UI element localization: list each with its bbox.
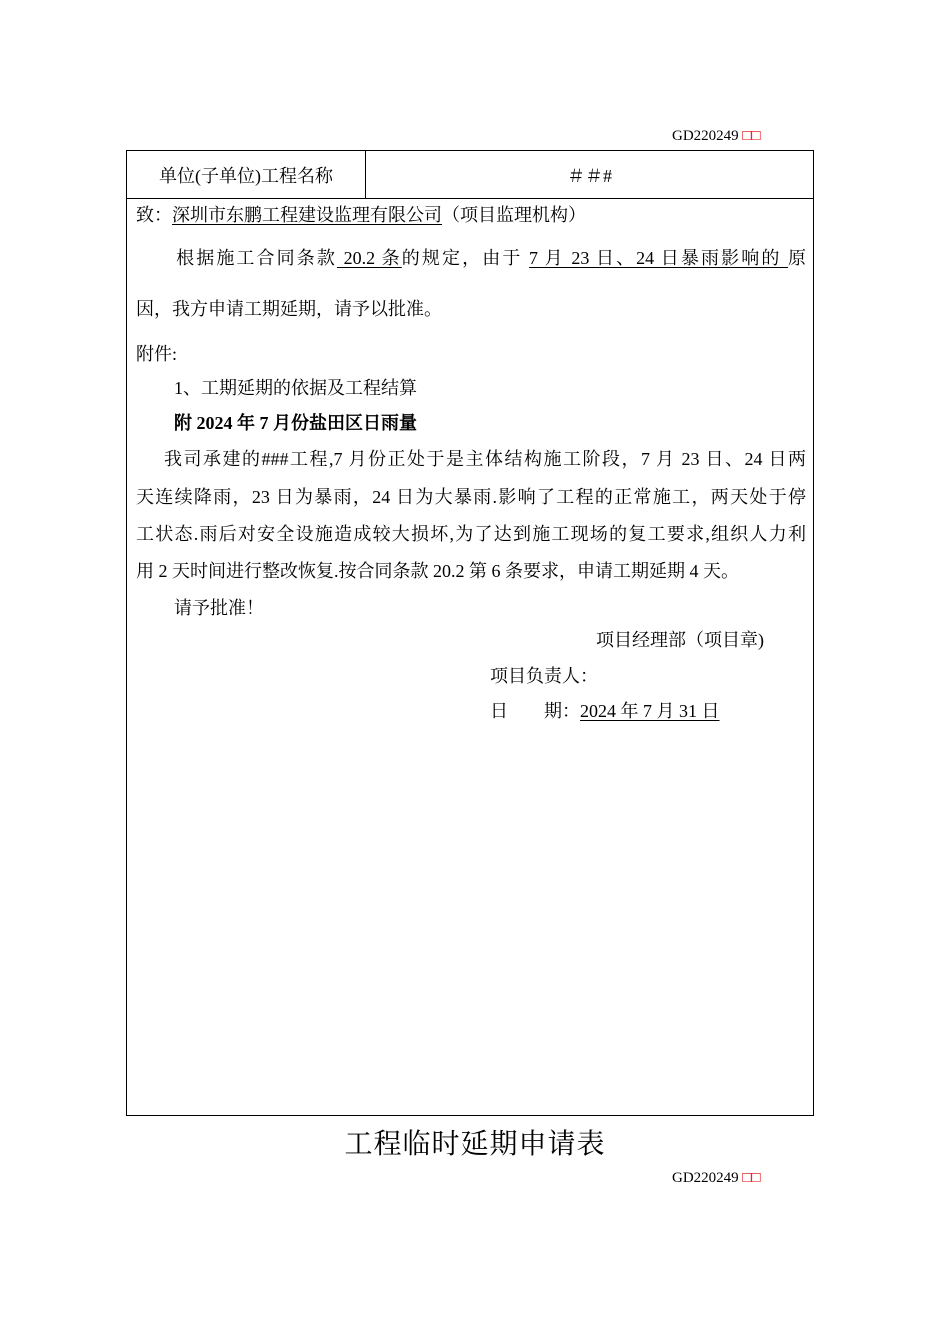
body-line-3: 工状态.雨后对安全设施造成较大损坏,为了达到施工现场的复工要求,组织人力利 bbox=[136, 524, 806, 544]
body-line-1: 我司承建的###工程,7 月份正处于是主体结构施工阶段，7 月 23 日、24 日两 bbox=[164, 449, 806, 469]
addressee-line bbox=[136, 201, 586, 227]
project-name-label: 单位(子单位)工程名称 bbox=[127, 151, 366, 198]
request-paragraph-line2: 因，我方申请工期延期，请予以批准。 bbox=[136, 299, 442, 319]
body-line-4: 用 2 天时间进行整改恢复.按合同条款 20.2 第 6 条要求，申请工期延期 4 天。 bbox=[136, 561, 739, 581]
request-text-b: 的规定，由于 bbox=[401, 248, 523, 268]
contract-clause: 20.2 条 bbox=[336, 248, 402, 268]
attachment-item: 1、工期延期的依据及工程结算 bbox=[174, 378, 417, 398]
project-dept-seal: 项目经理部（项目章) bbox=[596, 630, 764, 650]
date-value: 2024 年 7 月 31 日 bbox=[580, 701, 720, 721]
addressee-suffix: （项目监理机构） bbox=[442, 205, 586, 225]
rainfall-heading: 附 2024 年 7 月份盐田区日雨量 bbox=[174, 413, 417, 433]
project-leader-label: 项目负责人： bbox=[490, 666, 598, 686]
request-text-c: 原 bbox=[788, 248, 807, 268]
form-code-number: GD220249 bbox=[672, 1170, 739, 1186]
addressee-prefix: 致： bbox=[136, 205, 172, 225]
attachment-label: 附件: bbox=[136, 344, 178, 364]
form-code-bottom bbox=[672, 1170, 761, 1187]
project-name-value: ＃＃# bbox=[567, 165, 612, 186]
supervisor-company: 深圳市东鹏工程建设监理有限公司 bbox=[172, 205, 442, 225]
project-name-row bbox=[127, 151, 813, 199]
approval-request: 请予批准！ bbox=[174, 598, 264, 618]
form-code-number: GD220249 bbox=[672, 128, 739, 144]
form-code-boxes: □□ bbox=[742, 1170, 761, 1186]
delay-reason: 7 月 23 日、24 日暴雨影响的 bbox=[529, 248, 789, 268]
date-line bbox=[490, 697, 720, 723]
form-code-boxes: □□ bbox=[742, 128, 761, 144]
form-code-top bbox=[672, 128, 761, 145]
request-paragraph-line1 bbox=[136, 244, 806, 270]
date-label: 日 期： bbox=[490, 701, 580, 721]
form-title: 工程临时延期申请表 bbox=[344, 1127, 606, 1160]
body-line-2: 天连续降雨，23 日为暴雨，24 日为大暴雨.影响了工程的正常施工，两天处于停 bbox=[136, 487, 806, 507]
request-text-a: 根据施工合同条款 bbox=[174, 248, 337, 268]
